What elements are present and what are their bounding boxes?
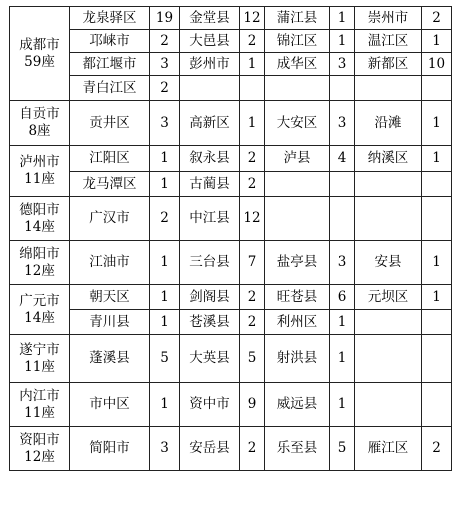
district-name: 利州区 (265, 310, 330, 335)
city-cell (10, 7, 70, 101)
district-count: 2 (240, 427, 265, 471)
district-name: 蓬溪县 (70, 335, 150, 383)
table-row (10, 241, 452, 285)
district-name: 金堂县 (180, 7, 240, 30)
district-name: 邛崃市 (70, 30, 150, 53)
district-count: 1 (330, 335, 355, 383)
district-count: 1 (150, 172, 180, 197)
city-cell (10, 146, 70, 197)
district-count (422, 310, 452, 335)
city-total: 59座 (24, 53, 55, 70)
city-total: 14座 (24, 218, 55, 235)
district-count: 2 (422, 427, 452, 471)
district-count: 1 (150, 146, 180, 172)
district-count: 1 (150, 383, 180, 427)
district-name (355, 197, 422, 241)
city-cell (10, 335, 70, 383)
district-name: 乐至县 (265, 427, 330, 471)
district-count (330, 76, 355, 101)
city-total: 14座 (24, 309, 55, 326)
city-name: 内江市 (19, 387, 60, 404)
district-name: 成华区 (265, 53, 330, 76)
city-name: 遂宁市 (19, 341, 60, 358)
district-count: 5 (150, 335, 180, 383)
district-count: 9 (240, 383, 265, 427)
district-count: 2 (422, 7, 452, 30)
district-name: 都江堰市 (70, 53, 150, 76)
city-total: 11座 (24, 171, 55, 187)
district-count: 5 (240, 335, 265, 383)
district-name: 剑阁县 (180, 285, 240, 310)
table-row (10, 285, 452, 310)
table-row (10, 335, 452, 383)
district-count: 1 (422, 30, 452, 53)
district-count: 3 (330, 53, 355, 76)
city-cell (10, 241, 70, 285)
district-count: 3 (150, 427, 180, 471)
district-count: 10 (422, 53, 452, 76)
city-name: 资阳市 (19, 431, 60, 448)
city-total: 11座 (24, 358, 55, 375)
district-count: 12 (240, 197, 265, 241)
district-count: 1 (330, 383, 355, 427)
district-name: 威远县 (265, 383, 330, 427)
district-name: 中江县 (180, 197, 240, 241)
district-count-table (9, 6, 452, 471)
district-name: 射洪县 (265, 335, 330, 383)
city-cell (10, 285, 70, 335)
district-name: 广汉市 (70, 197, 150, 241)
table-row (10, 197, 452, 241)
district-count: 19 (150, 7, 180, 30)
district-count: 2 (150, 197, 180, 241)
district-count (422, 383, 452, 427)
district-count: 3 (330, 101, 355, 146)
table-row (10, 76, 452, 101)
district-name: 彭州市 (180, 53, 240, 76)
district-name: 安岳县 (180, 427, 240, 471)
table-body (10, 7, 452, 471)
district-name: 元坝区 (355, 285, 422, 310)
city-name: 成都市 (19, 36, 60, 53)
district-name: 简阳市 (70, 427, 150, 471)
district-count: 2 (150, 76, 180, 101)
district-name: 三台县 (180, 241, 240, 285)
district-count: 4 (330, 146, 355, 172)
district-count: 1 (422, 241, 452, 285)
table-row (10, 427, 452, 471)
district-count: 1 (330, 310, 355, 335)
district-count (422, 197, 452, 241)
district-count: 3 (150, 101, 180, 146)
district-name: 市中区 (70, 383, 150, 427)
city-cell (10, 383, 70, 427)
district-name: 泸县 (265, 146, 330, 172)
district-count: 1 (150, 310, 180, 335)
district-name (265, 172, 330, 197)
district-count: 5 (330, 427, 355, 471)
district-name: 江油市 (70, 241, 150, 285)
district-count (422, 172, 452, 197)
district-name: 大英县 (180, 335, 240, 383)
district-count: 6 (330, 285, 355, 310)
table-row (10, 101, 452, 146)
district-name: 蒲江县 (265, 7, 330, 30)
table-row (10, 53, 452, 76)
city-name: 绵阳市 (19, 245, 60, 262)
district-name: 温江区 (355, 30, 422, 53)
district-count: 1 (422, 285, 452, 310)
city-name: 自贡市 (19, 106, 60, 122)
district-name (355, 76, 422, 101)
city-cell (10, 101, 70, 146)
table-row (10, 383, 452, 427)
district-name: 龙泉驿区 (70, 7, 150, 30)
district-count: 1 (240, 101, 265, 146)
district-count: 7 (240, 241, 265, 285)
city-cell (10, 197, 70, 241)
district-count: 2 (240, 285, 265, 310)
district-count: 1 (422, 146, 452, 172)
district-name: 高新区 (180, 101, 240, 146)
district-name: 新都区 (355, 53, 422, 76)
district-count (240, 76, 265, 101)
district-count: 1 (150, 285, 180, 310)
district-count: 1 (330, 7, 355, 30)
district-count: 12 (240, 7, 265, 30)
district-name: 龙马潭区 (70, 172, 150, 197)
district-name: 古蔺县 (180, 172, 240, 197)
city-name: 广元市 (19, 292, 60, 309)
district-name: 沿滩 (355, 101, 422, 146)
district-count: 1 (150, 241, 180, 285)
district-count: 2 (150, 30, 180, 53)
table-row (10, 146, 452, 172)
district-name: 旺苍县 (265, 285, 330, 310)
district-name (355, 172, 422, 197)
city-total: 8座 (28, 123, 51, 139)
city-total: 11座 (24, 404, 55, 421)
district-count (422, 335, 452, 383)
district-name: 纳溪区 (355, 146, 422, 172)
district-count (330, 197, 355, 241)
district-name: 盐亭县 (265, 241, 330, 285)
district-name: 雁江区 (355, 427, 422, 471)
district-name: 江阳区 (70, 146, 150, 172)
district-count: 2 (240, 30, 265, 53)
district-count: 1 (330, 30, 355, 53)
district-count: 1 (422, 101, 452, 146)
district-count: 3 (330, 241, 355, 285)
district-name: 贡井区 (70, 101, 150, 146)
district-name: 青川县 (70, 310, 150, 335)
city-name: 德阳市 (19, 201, 60, 218)
district-count: 2 (240, 146, 265, 172)
district-name: 大安区 (265, 101, 330, 146)
district-name (180, 76, 240, 101)
table-row (10, 310, 452, 335)
district-count: 2 (240, 172, 265, 197)
district-name: 苍溪县 (180, 310, 240, 335)
city-cell (10, 427, 70, 471)
district-name: 资中市 (180, 383, 240, 427)
district-name: 安县 (355, 241, 422, 285)
district-count (330, 172, 355, 197)
table-row (10, 172, 452, 197)
district-count: 1 (240, 53, 265, 76)
district-name: 崇州市 (355, 7, 422, 30)
district-name: 叙永县 (180, 146, 240, 172)
district-count: 3 (150, 53, 180, 76)
district-count (422, 76, 452, 101)
table-row (10, 30, 452, 53)
district-name (355, 310, 422, 335)
city-total: 12座 (24, 262, 55, 279)
district-name (265, 76, 330, 101)
district-count: 2 (240, 310, 265, 335)
district-name: 朝天区 (70, 285, 150, 310)
city-total: 12座 (24, 448, 55, 465)
district-name: 大邑县 (180, 30, 240, 53)
district-name (355, 335, 422, 383)
city-name: 泸州市 (19, 154, 60, 170)
district-name (355, 383, 422, 427)
table-row (10, 7, 452, 30)
district-name: 青白江区 (70, 76, 150, 101)
district-name: 锦江区 (265, 30, 330, 53)
district-name (265, 197, 330, 241)
